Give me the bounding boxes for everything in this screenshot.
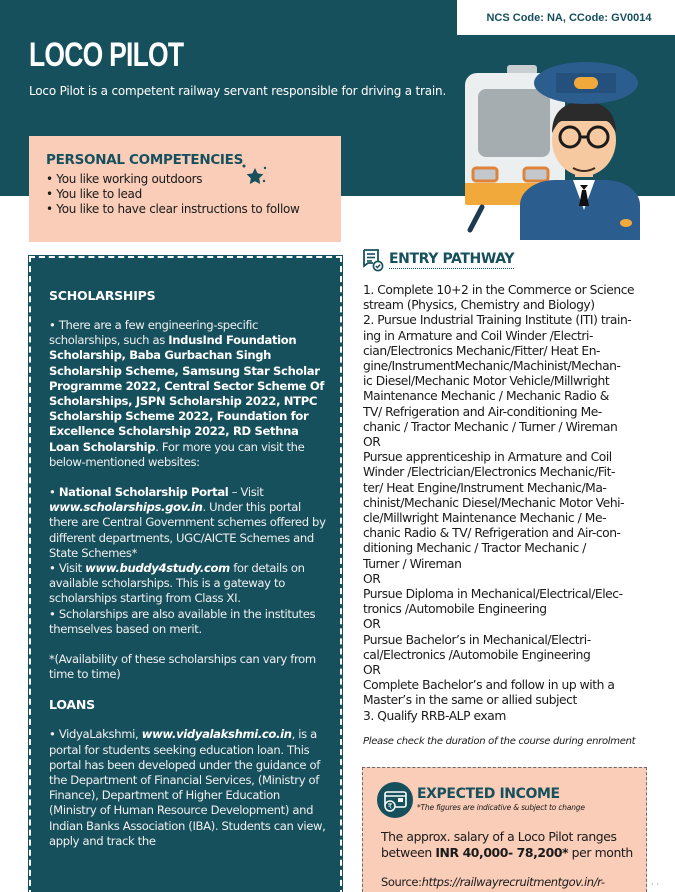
national-scholarship-portal-item — [49, 485, 328, 561]
vidyalakshmi-description: , is a portal for students seeking education loan. This portal has been developed under the guidance of the Department of Financial Services, (Ministry of Finance), Department of Higher Education (Ministry of Human Resource Development) and Indian Banks Association (IBA). Students can view, apply and track the — [49, 727, 326, 848]
vidyalakshmi-name: • VidyaLakshmi, — [49, 727, 142, 742]
entry-pathway-line: tronics /Automobile Engineering — [363, 602, 547, 617]
b4s-visit: • Visit — [49, 561, 86, 576]
personal-competencies-box — [29, 136, 341, 242]
entry-pathway-line: OR — [363, 435, 381, 450]
entry-pathway-line: chanic Radio & TV/ Refrigeration and Air-con- — [363, 526, 621, 541]
vidyalakshmi-item — [49, 727, 328, 849]
entry-pathway-line: 2. Pursue Industrial Training Institute (ITI) train- — [363, 313, 632, 328]
scholarships-gov-link[interactable]: www.scholarships.gov.in — [49, 500, 203, 515]
nsp-visit: – Visit — [228, 485, 264, 500]
scholarship-names: IndusInd Foundation Scholarship, Baba Gurbachan Singh Scholarship Scheme, Samsung Star Scholar Programme 2022, Central Sector Scheme Of Scholarships, JSPN Scholarship 2022, NTPC Scholarship Scheme 2022, Foundation for Excellence Scholarship 2022, RD Sethna Loan Scholarship — [49, 333, 325, 454]
wallet-rupee-icon — [377, 782, 413, 818]
ncs-code-label: NCS Code: NA, CCode: GV0014 — [457, 0, 675, 35]
entry-pathway-line: gine/InstrumentMechanic/Machinist/Mechan- — [363, 359, 621, 374]
star-icon — [240, 162, 268, 188]
page-subtitle: Loco Pilot is a competent railway servant responsible for driving a train. — [29, 84, 447, 98]
competency-item: • You like to have clear instructions to follow — [46, 202, 341, 217]
checklist-icon — [362, 248, 384, 272]
salary-period: per month — [568, 844, 633, 860]
salary-range-text — [381, 829, 643, 860]
entry-pathway-line: Pursue apprenticeship in Armature and Coil — [363, 450, 612, 465]
entry-pathway-line: cian/Electronics Mechanic/Fitter/ Heat En- — [363, 343, 601, 358]
entry-pathway-line: 3. Qualify RRB-ALP exam — [363, 708, 506, 723]
personal-competencies-list — [46, 172, 341, 217]
entry-pathway-line: OR — [363, 663, 381, 678]
entry-pathway-line: stream (Physics, Chemistry and Biology) — [363, 298, 595, 313]
entry-pathway-steps — [363, 283, 653, 724]
b4s-description: for details on available scholarships. This is a gateway to scholarships starting from Class XI. — [49, 561, 305, 606]
scholarships-heading: SCHOLARSHIPS — [49, 288, 156, 303]
availability-note: *(Availability of these scholarships can vary from time to time) — [49, 652, 316, 682]
nsp-description: . Under this portal there are Central Government schemes offered by different departments, UGC/AICTE Schemes and State Schemes* — [49, 500, 326, 560]
income-source — [381, 875, 643, 890]
merit-scholarships-item: • Scholarships are also available in the institutes themselves based on merit. — [49, 606, 316, 636]
entry-pathway-line: Master’s in the same or allied subject — [363, 693, 577, 708]
buddy4study-link[interactable]: www.buddy4study.com — [85, 561, 230, 576]
entry-pathway-line: Pursue Diploma in Mechanical/Electrical/Elec- — [363, 587, 623, 602]
entry-pathway-line: Complete Bachelor’s and follow in up with a — [363, 678, 615, 693]
entry-pathway-line: ic Diesel/Mechanic Motor Vehicle/Millwright — [363, 374, 610, 389]
entry-pathway-title: ENTRY PATHWAY — [389, 251, 515, 267]
vidyalakshmi-link[interactable]: www.vidyalakshmi.co.in — [141, 727, 292, 742]
entry-pathway-line: OR — [363, 617, 381, 632]
scholarships-intro-end: . For more you can visit the below-mentioned websites: — [49, 439, 305, 469]
salary-range-value: INR 40,000- 78,200* — [435, 844, 569, 860]
svg-text:₹: ₹ — [387, 802, 393, 811]
loco-pilot-illustration — [460, 55, 660, 240]
entry-pathway-line: cle/Millwright Maintenance Mechanic / Me- — [363, 511, 607, 526]
entry-pathway-line: Winder /Electrician/Electronics Mechanic/Fit- — [363, 465, 615, 480]
entry-pathway-line: 1. Complete 10+2 in the Commerce or Science — [363, 283, 635, 297]
entry-pathway-line: ditioning Mechanic / Tractor Mechanic / — [363, 541, 587, 556]
entry-pathway-line: Turner / Wireman — [363, 556, 462, 571]
salary-intro: The approx. salary of a Loco Pilot ranges between — [381, 829, 617, 860]
scholarships-intro-text: • There are a few engineering-specific scholarships, such as — [49, 318, 259, 348]
source-link[interactable]: https://railwayrecruitmentgov.in/r- — [421, 875, 605, 889]
expected-income-box — [362, 767, 647, 892]
entry-pathway-line: cal/Electronics /Automobile Engineering — [363, 647, 591, 662]
loans-heading: LOANS — [49, 697, 95, 713]
entry-pathway-header — [362, 248, 514, 272]
entry-pathway-line: chanic / Tractor Mechanic / Turner / Wireman — [363, 419, 618, 434]
entry-pathway-line: Pursue Bachelor’s in Mechanical/Electri- — [363, 632, 591, 647]
expected-income-disclaimer: *The figures are indicative & subject to change — [417, 803, 585, 812]
personal-competencies-title: PERSONAL COMPETENCIES — [46, 152, 243, 168]
page-title: LOCO PILOT — [29, 36, 184, 74]
competency-item: • You like to lead — [46, 187, 341, 202]
page-continuation-dots: ·· — [651, 880, 663, 889]
entry-pathway-line: ing in Armature and Coil Winder /Electri- — [363, 328, 593, 343]
source-label: Source: — [381, 875, 422, 889]
buddy4study-item — [49, 561, 328, 607]
expected-income-title: EXPECTED INCOME — [417, 786, 560, 802]
entry-pathway-line: OR — [363, 571, 381, 586]
scholarships-intro — [49, 318, 328, 470]
course-duration-note: Please check the duration of the course during enrolment — [363, 736, 636, 747]
competency-item: • You like working outdoors — [46, 172, 341, 187]
entry-pathway-line: ter/ Heat Engine/Instrument Mechanic/Ma- — [363, 480, 607, 495]
entry-pathway-line: TV/ Refrigeration and Air-conditioning Me- — [363, 404, 602, 419]
scholarships-loans-box — [29, 256, 342, 892]
nsp-name: National Scholarship Portal — [58, 485, 229, 500]
entry-pathway-line: Maintenance Mechanic / Mechanic Radio & — [363, 389, 609, 404]
bullet: • — [49, 485, 59, 500]
entry-pathway-line: chinist/Mechanic Diesel/Mechanic Motor Vehi- — [363, 495, 625, 510]
